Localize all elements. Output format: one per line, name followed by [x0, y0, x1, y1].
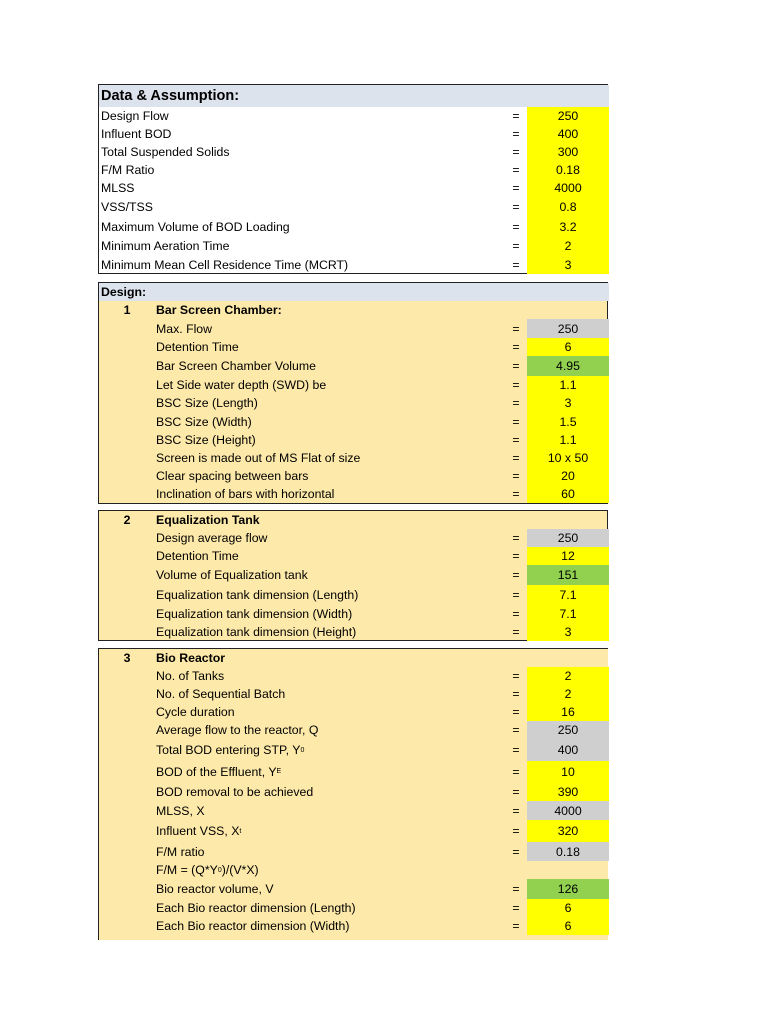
bar-screen-header[interactable] — [99, 301, 609, 319]
bar-screen-equals-sign: = — [512, 487, 520, 501]
bar-screen-row[interactable] — [99, 376, 609, 394]
data-row[interactable] — [99, 179, 609, 197]
data-label: MLSS — [101, 181, 135, 195]
bar-screen-label: BSC Size (Height) — [156, 433, 256, 447]
bio-reactor-equals-sign: = — [512, 882, 520, 896]
equalization-row[interactable] — [99, 585, 609, 604]
equalization-number: 2 — [123, 513, 131, 527]
bar-screen-value-cell[interactable]: 1.1 — [527, 376, 609, 394]
bio-reactor-label: BOD of the Effluent, Y E — [156, 764, 282, 779]
bio-reactor-equals-sign: = — [512, 803, 520, 818]
equalization-row[interactable] — [99, 565, 609, 585]
bar-screen-label: BSC Size (Length) — [156, 396, 258, 410]
data-equals-sign: = — [512, 109, 520, 123]
bio-reactor-value-cell[interactable]: 400 — [527, 739, 609, 761]
bar-screen-value-cell[interactable]: 1.5 — [527, 412, 609, 431]
bar-screen-equals-sign: = — [512, 378, 520, 392]
bar-screen-row[interactable] — [99, 467, 609, 485]
bio-reactor-label: F/M = (Q*Y 0 )/(V*X) — [156, 863, 259, 877]
data-equals-sign: = — [512, 239, 520, 253]
data-value-cell[interactable]: 2 — [527, 237, 609, 255]
bio-reactor-row[interactable] — [99, 761, 609, 782]
bio-reactor-equals-sign: = — [512, 723, 520, 737]
bio-reactor-label: Cycle duration — [156, 705, 235, 719]
equalization-label: Volume of Equalization tank — [156, 568, 308, 582]
bio-reactor-label: F/M ratio — [156, 844, 205, 859]
bar-screen-label: Inclination of bars with horizontal — [156, 487, 335, 501]
equalization-equals-sign: = — [512, 531, 520, 545]
bar-screen-number: 1 — [123, 303, 131, 317]
data-label: Design Flow — [101, 109, 169, 123]
bio-reactor-equals-sign: = — [512, 705, 520, 719]
bar-screen-equals-sign: = — [512, 340, 520, 354]
bio-reactor-value-cell[interactable]: 250 — [527, 721, 609, 739]
design-header[interactable] — [99, 283, 609, 301]
data-row[interactable] — [99, 161, 609, 179]
equalization-value-cell[interactable]: 250 — [527, 529, 609, 547]
data-row[interactable] — [99, 143, 609, 161]
bio-reactor-label: Each Bio reactor dimension (Width) — [156, 919, 350, 933]
bar-screen-equals-sign: = — [512, 414, 520, 429]
equalization-title: Equalization Tank — [156, 513, 260, 527]
bio-reactor-equals-sign: = — [512, 901, 520, 915]
bio-reactor-equals-sign — [509, 861, 523, 879]
equalization-section — [98, 510, 608, 641]
data-assumption-header[interactable] — [99, 85, 609, 107]
data-label: Minimum Aeration Time — [101, 239, 230, 253]
bar-screen-value-cell[interactable]: 4.95 — [527, 356, 609, 376]
bio-reactor-value-cell[interactable]: 126 — [527, 879, 609, 899]
bio-reactor-equals-sign: = — [512, 784, 520, 799]
equalization-value-cell[interactable]: 151 — [527, 565, 609, 585]
bio-reactor-number: 3 — [123, 651, 131, 665]
bio-reactor-value-cell[interactable]: 10 — [527, 761, 609, 782]
bio-reactor-label: No. of Sequential Batch — [156, 687, 286, 701]
data-value-cell[interactable]: 0.18 — [527, 161, 609, 179]
bio-reactor-row[interactable] — [99, 879, 609, 899]
data-equals-sign: = — [512, 181, 520, 195]
bio-reactor-equals-sign: = — [512, 687, 520, 701]
bio-reactor-row[interactable] — [99, 801, 609, 820]
data-assumption-title: Data & Assumption: — [101, 88, 240, 104]
data-row[interactable] — [99, 125, 609, 143]
equalization-equals-sign: = — [512, 606, 520, 621]
equalization-value-cell[interactable]: 7.1 — [527, 604, 609, 623]
equalization-value-cell[interactable]: 3 — [527, 623, 609, 641]
equalization-equals-sign: = — [512, 568, 520, 582]
bio-reactor-equals-sign: = — [512, 764, 520, 779]
equalization-equals-sign: = — [512, 587, 520, 602]
bio-reactor-equals-sign: = — [512, 669, 520, 683]
data-equals-sign: = — [512, 145, 520, 159]
bio-reactor-label: No. of Tanks — [156, 669, 225, 683]
data-row[interactable] — [99, 237, 609, 255]
bio-reactor-row[interactable] — [99, 739, 609, 761]
data-equals-sign: = — [512, 200, 520, 214]
equalization-label: Equalization tank dimension (Height) — [156, 625, 357, 639]
bar-screen-label: Screen is made out of MS Flat of size — [156, 451, 361, 465]
bar-screen-row[interactable] — [99, 394, 609, 412]
bio-reactor-value-cell[interactable] — [527, 861, 609, 879]
bar-screen-title: Bar Screen Chamber: — [156, 303, 282, 317]
bio-reactor-equals-sign: = — [512, 824, 520, 838]
bar-screen-equals-sign: = — [512, 321, 520, 336]
bar-screen-label: Max. Flow — [156, 321, 213, 336]
bio-reactor-label: Bio reactor volume, V — [156, 882, 274, 896]
data-value-cell[interactable]: 3.2 — [527, 217, 609, 237]
bar-screen-value-cell[interactable]: 10 x 50 — [527, 449, 609, 467]
data-assumption-section — [98, 84, 608, 274]
bar-screen-label: Clear spacing between bars — [156, 469, 309, 483]
bio-reactor-value-cell[interactable]: 6 — [527, 917, 609, 935]
data-label: VSS/TSS — [101, 200, 153, 214]
bio-reactor-value-cell[interactable]: 4000 — [527, 801, 609, 820]
bio-reactor-label: Each Bio reactor dimension (Length) — [156, 901, 356, 915]
bio-reactor-label: Total BOD entering STP, Y 0 — [156, 743, 305, 757]
bio-reactor-row[interactable] — [99, 842, 609, 861]
equalization-value-cell[interactable]: 12 — [527, 547, 609, 565]
bar-screen-equals-sign: = — [512, 433, 520, 447]
data-row[interactable] — [99, 217, 609, 237]
equalization-equals-sign: = — [512, 549, 520, 563]
equalization-row[interactable] — [99, 547, 609, 565]
bar-screen-value-cell[interactable]: 6 — [527, 338, 609, 356]
equalization-row[interactable] — [99, 604, 609, 623]
bio-reactor-label: MLSS, X — [156, 803, 205, 818]
equalization-label: Design average flow — [156, 531, 268, 545]
bar-screen-equals-sign: = — [512, 396, 520, 410]
design-section — [98, 282, 608, 504]
bio-reactor-row[interactable] — [99, 721, 609, 739]
data-label: Influent BOD — [101, 127, 172, 141]
bio-reactor-row[interactable] — [99, 899, 609, 917]
bio-reactor-row[interactable] — [99, 703, 609, 721]
bio-reactor-section — [98, 648, 608, 940]
data-label: F/M Ratio — [101, 163, 155, 177]
bio-reactor-row[interactable] — [99, 861, 609, 879]
data-row[interactable] — [99, 107, 609, 125]
bio-reactor-title: Bio Reactor — [156, 651, 226, 665]
equalization-value-cell[interactable]: 7.1 — [527, 585, 609, 604]
data-equals-sign: = — [512, 257, 520, 272]
bio-reactor-value-cell[interactable]: 390 — [527, 782, 609, 801]
bio-reactor-value-cell[interactable]: 320 — [527, 820, 609, 842]
bio-reactor-value-cell[interactable]: 2 — [527, 667, 609, 685]
equalization-label: Detention Time — [156, 549, 239, 563]
bar-screen-row[interactable] — [99, 412, 609, 431]
bar-screen-value-cell[interactable]: 250 — [527, 319, 609, 338]
data-value-cell[interactable]: 0.8 — [527, 197, 609, 217]
equalization-header[interactable] — [99, 511, 609, 529]
bio-reactor-equals-sign: = — [512, 844, 520, 859]
bio-reactor-row[interactable] — [99, 685, 609, 703]
bar-screen-label: Detention Time — [156, 340, 239, 354]
bar-screen-row[interactable] — [99, 338, 609, 356]
bio-reactor-value-cell[interactable]: 16 — [527, 703, 609, 721]
bar-screen-row[interactable] — [99, 356, 609, 376]
bar-screen-equals-sign: = — [512, 469, 520, 483]
data-label: Minimum Mean Cell Residence Time (MCRT) — [101, 257, 349, 272]
bar-screen-value-cell[interactable]: 20 — [527, 467, 609, 485]
bio-reactor-equals-sign: = — [512, 919, 520, 933]
bio-reactor-row[interactable] — [99, 820, 609, 842]
bar-screen-label: Bar Screen Chamber Volume — [156, 359, 316, 373]
bio-reactor-label: Influent VSS, X t — [156, 824, 242, 838]
equalization-label: Equalization tank dimension (Width) — [156, 606, 353, 621]
bar-screen-label: BSC Size (Width) — [156, 414, 252, 429]
data-equals-sign: = — [512, 220, 520, 234]
bio-reactor-label: BOD removal to be achieved — [156, 784, 314, 799]
equalization-row[interactable] — [99, 529, 609, 547]
bio-reactor-label: Average flow to the reactor, Q — [156, 723, 319, 737]
bar-screen-row[interactable] — [99, 431, 609, 449]
data-value-cell[interactable]: 250 — [527, 107, 609, 125]
bio-reactor-value-cell[interactable]: 0.18 — [527, 842, 609, 861]
data-equals-sign: = — [512, 127, 520, 141]
bar-screen-label: Let Side water depth (SWD) be — [156, 378, 327, 392]
bio-reactor-header[interactable] — [99, 649, 609, 667]
bio-reactor-equals-sign: = — [512, 743, 520, 757]
bar-screen-row[interactable] — [99, 449, 609, 467]
bar-screen-row[interactable] — [99, 485, 609, 503]
bio-reactor-row[interactable] — [99, 917, 609, 935]
bio-reactor-value-cell[interactable]: 6 — [527, 899, 609, 917]
bar-screen-equals-sign: = — [512, 359, 520, 373]
data-equals-sign: = — [512, 163, 520, 177]
data-label: Maximum Volume of BOD Loading — [101, 220, 290, 234]
data-value-cell[interactable]: 4000 — [527, 179, 609, 197]
equalization-label: Equalization tank dimension (Length) — [156, 587, 359, 602]
data-row[interactable] — [99, 255, 609, 274]
bar-screen-row[interactable] — [99, 319, 609, 338]
design-title: Design: — [101, 285, 147, 299]
bio-reactor-row[interactable] — [99, 782, 609, 801]
equalization-row[interactable] — [99, 623, 609, 641]
bio-reactor-value-cell[interactable]: 2 — [527, 685, 609, 703]
bio-reactor-row[interactable] — [99, 667, 609, 685]
bar-screen-equals-sign: = — [512, 451, 520, 465]
bar-screen-value-cell[interactable]: 3 — [527, 394, 609, 412]
data-value-cell[interactable]: 300 — [527, 143, 609, 161]
bar-screen-value-cell[interactable]: 1.1 — [527, 431, 609, 449]
bar-screen-value-cell[interactable]: 60 — [527, 485, 609, 503]
data-value-cell[interactable]: 400 — [527, 125, 609, 143]
data-value-cell[interactable]: 3 — [527, 255, 609, 274]
equalization-equals-sign: = — [512, 625, 520, 639]
data-row[interactable] — [99, 197, 609, 217]
data-label: Total Suspended Solids — [101, 145, 230, 159]
